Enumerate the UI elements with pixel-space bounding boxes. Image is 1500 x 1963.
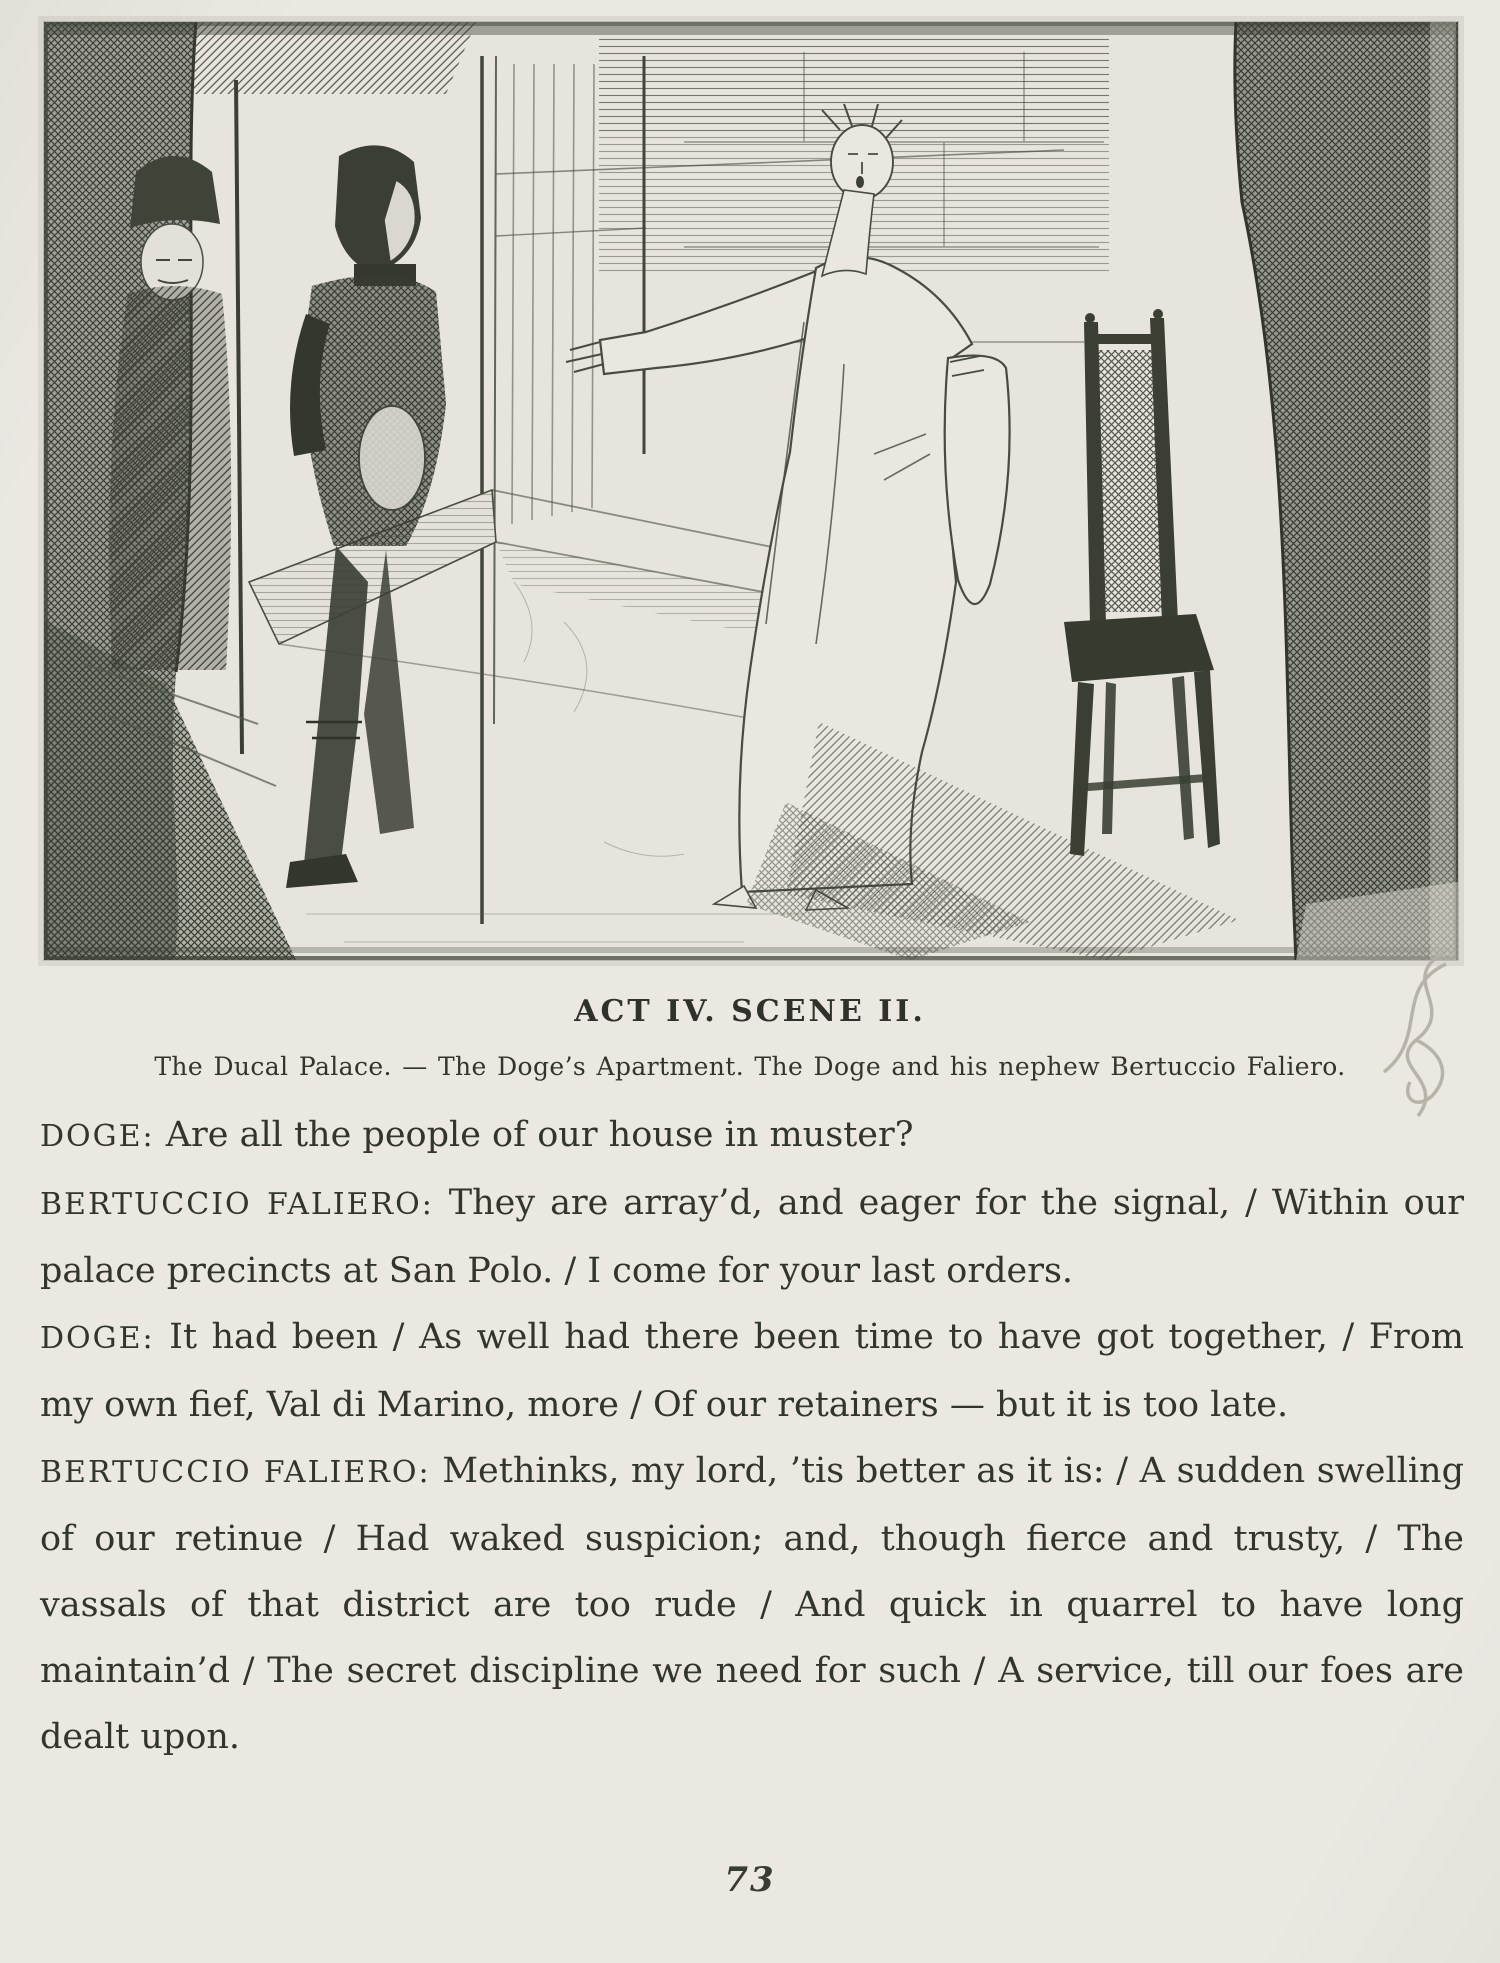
stage-direction: The Ducal Palace. — The Doge’s Apartment. The Doge and his nephew Bertuccio Faliero.	[154, 1052, 1346, 1081]
pencil-mark	[1358, 946, 1488, 1126]
speaker-name: DOGE:	[40, 1119, 155, 1154]
etching-illustration	[44, 22, 1458, 960]
speech-text: Methinks, my lord, ’tis better as it is: / A sudden swelling of our retinue / Had waked suspicion; and, though fierce and trusty, / The vassals of that district are too rude / And quick in quarrel to have long maintain’d / The secret discipline we need for such / A service, till our foes are dealt upon.	[40, 1451, 1464, 1757]
speech-text: Are all the people of our house in muster?	[165, 1115, 914, 1155]
page-number: 73	[724, 1860, 776, 1900]
speech-doge-2	[40, 1304, 1464, 1438]
speech-text: They are array’d, and eager for the signal, / Within our palace precincts at San Polo. / I come for your last orders.	[40, 1183, 1464, 1291]
speech-bertuccio-1	[40, 1170, 1464, 1304]
speaker-name: BERTUCCIO FALIERO:	[40, 1187, 434, 1222]
scene-heading: ACT IV. SCENE II.	[574, 994, 926, 1029]
speech-text: It had been / As well had there been time to have got together, / From my own fief, Val di Marino, more / Of our retainers — but it is too late.	[40, 1317, 1464, 1425]
etching-drawing	[44, 22, 1458, 960]
dialogue-block	[40, 1102, 1464, 1770]
speech-doge-1	[40, 1102, 1464, 1170]
speaker-name: BERTUCCIO FALIERO:	[40, 1455, 431, 1490]
speech-bertuccio-2	[40, 1438, 1464, 1770]
speaker-name: DOGE:	[40, 1321, 155, 1356]
